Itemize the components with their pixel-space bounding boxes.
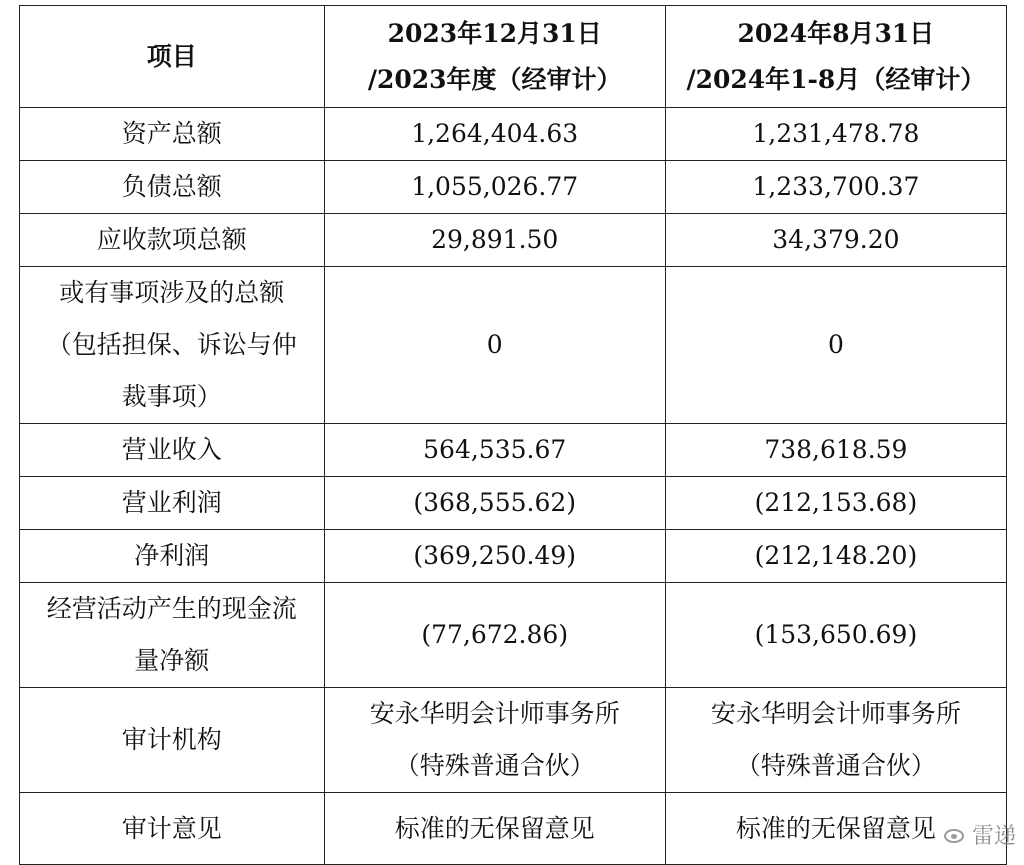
row-label xyxy=(20,267,325,424)
row-value-2024 xyxy=(665,688,1006,793)
header-col-2023-line2: /2023年度（经审计） xyxy=(367,64,622,94)
row-value-2023: 564,535.67 xyxy=(324,424,665,477)
auditor-name: 安永华明会计师事务所 xyxy=(710,699,961,728)
row-value-2024: 1,231,478.78 xyxy=(665,108,1006,161)
row-value-2023: (369,250.49) xyxy=(324,530,665,583)
row-label-line: 经营活动产生的现金流 xyxy=(46,594,297,623)
table-row xyxy=(20,530,1007,583)
weibo-icon xyxy=(942,824,968,846)
header-item: 项目 xyxy=(20,6,325,108)
row-label xyxy=(20,583,325,688)
row-label: 应收款项总额 xyxy=(20,214,325,267)
row-value-2023: 0 xyxy=(324,267,665,424)
row-value-2024: 738,618.59 xyxy=(665,424,1006,477)
table-row xyxy=(20,108,1007,161)
header-col-2023-line1: 2023年12月31日 xyxy=(387,18,602,48)
financial-table xyxy=(19,5,1007,865)
row-label: 营业利润 xyxy=(20,477,325,530)
table-row xyxy=(20,267,1007,424)
row-value-2023: (368,555.62) xyxy=(324,477,665,530)
table-row xyxy=(20,688,1007,793)
watermark-text: 雷递 xyxy=(971,824,1016,849)
auditor-name: 安永华明会计师事务所 xyxy=(369,699,620,728)
row-label: 审计机构 xyxy=(20,688,325,793)
auditor-type: （特殊普通合伙） xyxy=(735,751,936,780)
row-value-2024: 34,379.20 xyxy=(665,214,1006,267)
row-value-2023: 1,264,404.63 xyxy=(324,108,665,161)
table-row xyxy=(20,793,1007,865)
row-label-line: 或有事项涉及的总额 xyxy=(59,278,285,307)
auditor-type: （特殊普通合伙） xyxy=(394,751,595,780)
table-row xyxy=(20,214,1007,267)
header-row xyxy=(20,6,1007,108)
row-value-2024: (212,153.68) xyxy=(665,477,1006,530)
table-row xyxy=(20,161,1007,214)
row-value-2023: (77,672.86) xyxy=(324,583,665,688)
row-label: 净利润 xyxy=(20,530,325,583)
header-col-2024-line1: 2024年8月31日 xyxy=(737,18,935,48)
table-row xyxy=(20,583,1007,688)
row-value-2023 xyxy=(324,688,665,793)
row-value-2024: 1,233,700.37 xyxy=(665,161,1006,214)
row-label: 审计意见 xyxy=(20,793,325,865)
header-col-2024-line2: /2024年1-8月（经审计） xyxy=(686,64,986,94)
row-value-2024: 标准的无保留意见 xyxy=(665,793,1006,865)
row-value-2024: (153,650.69) xyxy=(665,583,1006,688)
header-col-2023 xyxy=(324,6,665,108)
row-label: 资产总额 xyxy=(20,108,325,161)
row-label-line: 裁事项） xyxy=(121,382,222,411)
table-row xyxy=(20,477,1007,530)
row-value-2023: 1,055,026.77 xyxy=(324,161,665,214)
row-value-2023: 29,891.50 xyxy=(324,214,665,267)
row-value-2024: (212,148.20) xyxy=(665,530,1006,583)
row-value-2023: 标准的无保留意见 xyxy=(324,793,665,865)
row-label-line: （包括担保、诉讼与仲 xyxy=(46,330,297,359)
row-label: 营业收入 xyxy=(20,424,325,477)
table-row xyxy=(20,424,1007,477)
header-col-2024 xyxy=(665,6,1006,108)
row-label: 负债总额 xyxy=(20,161,325,214)
row-value-2024: 0 xyxy=(665,267,1006,424)
watermark xyxy=(942,819,1016,850)
row-label-line: 量净额 xyxy=(134,646,210,675)
